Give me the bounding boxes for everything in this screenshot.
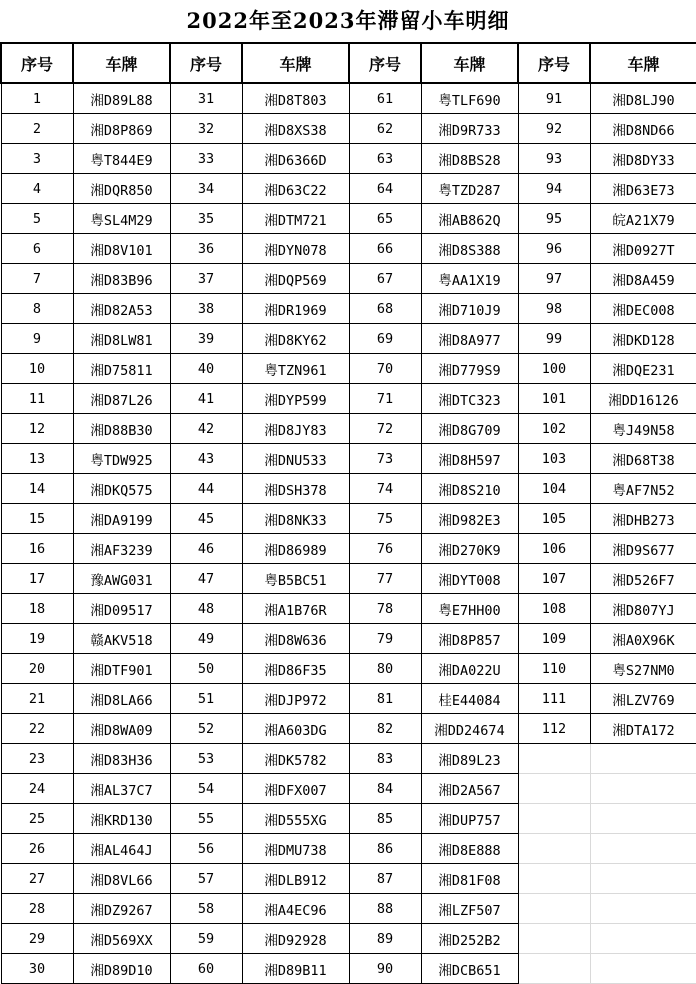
seq-cell: 87 (349, 864, 421, 894)
seq-cell: 31 (170, 83, 242, 114)
table-row (1, 444, 696, 474)
table-row (1, 234, 696, 264)
plate-cell: 湘DYT008 (421, 564, 518, 594)
empty-cell (518, 744, 590, 774)
plate-cell: 湘D8BS28 (421, 144, 518, 174)
seq-cell: 60 (170, 954, 242, 984)
empty-cell (590, 864, 696, 894)
seq-cell: 26 (1, 834, 73, 864)
plate-cell: 湘D569XX (73, 924, 170, 954)
seq-cell: 44 (170, 474, 242, 504)
plate-cell: 湘LZF507 (421, 894, 518, 924)
plate-cell: 湘D8LJ90 (590, 83, 696, 114)
seq-cell: 97 (518, 264, 590, 294)
plate-cell: 粤TLF690 (421, 83, 518, 114)
seq-cell: 77 (349, 564, 421, 594)
empty-cell (518, 894, 590, 924)
plate-cell: 湘DKD128 (590, 324, 696, 354)
col-header-plate: 车牌 (73, 43, 170, 83)
seq-cell: 68 (349, 294, 421, 324)
empty-cell (590, 834, 696, 864)
plate-cell: 湘D81F08 (421, 864, 518, 894)
seq-cell: 109 (518, 624, 590, 654)
empty-cell (590, 744, 696, 774)
plate-cell: 湘D87L26 (73, 384, 170, 414)
plate-cell: 粤TZD287 (421, 174, 518, 204)
plate-cell: 湘DR1969 (242, 294, 349, 324)
seq-cell: 95 (518, 204, 590, 234)
seq-cell: 94 (518, 174, 590, 204)
col-header-plate: 车牌 (242, 43, 349, 83)
plate-cell: 豫AWG031 (73, 564, 170, 594)
empty-cell (590, 954, 696, 984)
plate-cell: 湘DTM721 (242, 204, 349, 234)
seq-cell: 49 (170, 624, 242, 654)
plate-cell: 桂E44084 (421, 684, 518, 714)
seq-cell: 11 (1, 384, 73, 414)
col-header-seq: 序号 (518, 43, 590, 83)
plate-cell: 粤E7HH00 (421, 594, 518, 624)
plate-cell: 湘DNU533 (242, 444, 349, 474)
seq-cell: 16 (1, 534, 73, 564)
plate-cell: 湘D779S9 (421, 354, 518, 384)
table-row (1, 864, 696, 894)
plate-cell: 湘AL464J (73, 834, 170, 864)
seq-cell: 96 (518, 234, 590, 264)
table-row (1, 384, 696, 414)
seq-cell: 72 (349, 414, 421, 444)
col-header-plate: 车牌 (590, 43, 696, 83)
empty-cell (590, 804, 696, 834)
table-row (1, 624, 696, 654)
empty-cell (518, 864, 590, 894)
plate-cell: 湘D8S210 (421, 474, 518, 504)
plate-cell: 湘A4EC96 (242, 894, 349, 924)
plate-cell: 湘D09517 (73, 594, 170, 624)
seq-cell: 40 (170, 354, 242, 384)
plate-cell: 湘DCB651 (421, 954, 518, 984)
plate-cell: 粤B5BC51 (242, 564, 349, 594)
table-row (1, 504, 696, 534)
plate-cell: 湘D63E73 (590, 174, 696, 204)
table-row (1, 564, 696, 594)
plate-cell: 湘D8LW81 (73, 324, 170, 354)
seq-cell: 74 (349, 474, 421, 504)
plate-cell: 湘D8G709 (421, 414, 518, 444)
seq-cell: 112 (518, 714, 590, 744)
plate-cell: 皖A21X79 (590, 204, 696, 234)
seq-cell: 101 (518, 384, 590, 414)
seq-cell: 1 (1, 83, 73, 114)
plate-cell: 湘D92928 (242, 924, 349, 954)
plate-cell: 湘DTC323 (421, 384, 518, 414)
seq-cell: 28 (1, 894, 73, 924)
table-row (1, 414, 696, 444)
seq-cell: 55 (170, 804, 242, 834)
plate-cell: 湘DQR850 (73, 174, 170, 204)
seq-cell: 14 (1, 474, 73, 504)
seq-cell: 24 (1, 774, 73, 804)
sheet-title: 2022年至2023年滞留小车明细 (186, 8, 510, 33)
table-row (1, 114, 696, 144)
plate-cell: 湘DLB912 (242, 864, 349, 894)
col-header-seq: 序号 (170, 43, 242, 83)
plate-cell: 湘DYP599 (242, 384, 349, 414)
plate-cell: 湘D8WA09 (73, 714, 170, 744)
seq-cell: 73 (349, 444, 421, 474)
plate-cell: 湘D63C22 (242, 174, 349, 204)
plate-cell: 湘DQE231 (590, 354, 696, 384)
table-row (1, 894, 696, 924)
plate-cell: 湘DA9199 (73, 504, 170, 534)
seq-cell: 83 (349, 744, 421, 774)
plate-cell: 湘D252B2 (421, 924, 518, 954)
seq-cell: 27 (1, 864, 73, 894)
seq-cell: 104 (518, 474, 590, 504)
empty-cell (518, 924, 590, 954)
vehicle-table (0, 42, 696, 984)
table-row (1, 804, 696, 834)
col-header-seq: 序号 (1, 43, 73, 83)
plate-cell: 赣AKV518 (73, 624, 170, 654)
seq-cell: 110 (518, 654, 590, 684)
seq-cell: 30 (1, 954, 73, 984)
plate-cell: 湘DTF901 (73, 654, 170, 684)
plate-cell: 湘D8VL66 (73, 864, 170, 894)
seq-cell: 45 (170, 504, 242, 534)
plate-cell: 湘D89L88 (73, 83, 170, 114)
plate-cell: 湘DFX007 (242, 774, 349, 804)
plate-cell: 湘D83H36 (73, 744, 170, 774)
plate-cell: 湘D8XS38 (242, 114, 349, 144)
plate-cell: 湘AB862Q (421, 204, 518, 234)
seq-cell: 70 (349, 354, 421, 384)
plate-cell: 湘D8A977 (421, 324, 518, 354)
table-row (1, 144, 696, 174)
seq-cell: 61 (349, 83, 421, 114)
empty-cell (518, 954, 590, 984)
seq-cell: 5 (1, 204, 73, 234)
plate-cell: 湘A0X96K (590, 624, 696, 654)
plate-cell: 湘D8DY33 (590, 144, 696, 174)
seq-cell: 38 (170, 294, 242, 324)
seq-cell: 23 (1, 744, 73, 774)
plate-cell: 湘D9S677 (590, 534, 696, 564)
seq-cell: 107 (518, 564, 590, 594)
plate-cell: 粤S27NM0 (590, 654, 696, 684)
table-row (1, 324, 696, 354)
seq-cell: 82 (349, 714, 421, 744)
seq-cell: 85 (349, 804, 421, 834)
plate-cell: 湘D8JY83 (242, 414, 349, 444)
plate-cell: 粤J49N58 (590, 414, 696, 444)
seq-cell: 7 (1, 264, 73, 294)
plate-cell: 湘D0927T (590, 234, 696, 264)
plate-cell: 湘DJP972 (242, 684, 349, 714)
seq-cell: 46 (170, 534, 242, 564)
seq-cell: 75 (349, 504, 421, 534)
seq-cell: 58 (170, 894, 242, 924)
table-row (1, 294, 696, 324)
plate-cell: 湘D8E888 (421, 834, 518, 864)
plate-cell: 湘KRD130 (73, 804, 170, 834)
plate-cell: 湘D89L23 (421, 744, 518, 774)
plate-cell: 湘DKQ575 (73, 474, 170, 504)
empty-cell (518, 774, 590, 804)
plate-cell: 湘D75811 (73, 354, 170, 384)
seq-cell: 51 (170, 684, 242, 714)
plate-cell: 湘D8S388 (421, 234, 518, 264)
table-row (1, 264, 696, 294)
plate-cell: 湘DHB273 (590, 504, 696, 534)
empty-cell (590, 924, 696, 954)
seq-cell: 84 (349, 774, 421, 804)
plate-cell: 湘D89D10 (73, 954, 170, 984)
seq-cell: 88 (349, 894, 421, 924)
plate-cell: 湘D68T38 (590, 444, 696, 474)
seq-cell: 20 (1, 654, 73, 684)
plate-cell: 湘DZ9267 (73, 894, 170, 924)
table-row (1, 534, 696, 564)
plate-cell: 湘D270K9 (421, 534, 518, 564)
seq-cell: 52 (170, 714, 242, 744)
seq-cell: 106 (518, 534, 590, 564)
plate-cell: 湘D2A567 (421, 774, 518, 804)
plate-cell: 湘D9R733 (421, 114, 518, 144)
seq-cell: 36 (170, 234, 242, 264)
plate-cell: 湘DK5782 (242, 744, 349, 774)
plate-cell: 湘D8NK33 (242, 504, 349, 534)
empty-cell (518, 834, 590, 864)
seq-cell: 71 (349, 384, 421, 414)
seq-cell: 43 (170, 444, 242, 474)
seq-cell: 22 (1, 714, 73, 744)
seq-cell: 33 (170, 144, 242, 174)
plate-cell: 粤TZN961 (242, 354, 349, 384)
table-row (1, 474, 696, 504)
seq-cell: 4 (1, 174, 73, 204)
table-row (1, 354, 696, 384)
seq-cell: 47 (170, 564, 242, 594)
seq-cell: 25 (1, 804, 73, 834)
seq-cell: 98 (518, 294, 590, 324)
seq-cell: 102 (518, 414, 590, 444)
plate-cell: 湘DEC008 (590, 294, 696, 324)
seq-cell: 29 (1, 924, 73, 954)
table-row (1, 714, 696, 744)
seq-cell: 64 (349, 174, 421, 204)
seq-cell: 17 (1, 564, 73, 594)
plate-cell: 湘D710J9 (421, 294, 518, 324)
seq-cell: 9 (1, 324, 73, 354)
seq-cell: 12 (1, 414, 73, 444)
plate-cell: 湘D8LA66 (73, 684, 170, 714)
seq-cell: 39 (170, 324, 242, 354)
plate-cell: 湘D82A53 (73, 294, 170, 324)
plate-cell: 湘A1B76R (242, 594, 349, 624)
header-row (1, 43, 696, 83)
plate-cell: 湘D807YJ (590, 594, 696, 624)
seq-cell: 57 (170, 864, 242, 894)
seq-cell: 41 (170, 384, 242, 414)
plate-cell: 湘D89B11 (242, 954, 349, 984)
seq-cell: 81 (349, 684, 421, 714)
empty-cell (590, 774, 696, 804)
seq-cell: 65 (349, 204, 421, 234)
col-header-seq: 序号 (349, 43, 421, 83)
table-row (1, 954, 696, 984)
seq-cell: 21 (1, 684, 73, 714)
plate-cell: 湘D8A459 (590, 264, 696, 294)
plate-cell: 湘AL37C7 (73, 774, 170, 804)
seq-cell: 111 (518, 684, 590, 714)
seq-cell: 48 (170, 594, 242, 624)
plate-cell: 湘D8H597 (421, 444, 518, 474)
plate-cell: 湘D6366D (242, 144, 349, 174)
plate-cell: 湘DD24674 (421, 714, 518, 744)
seq-cell: 56 (170, 834, 242, 864)
seq-cell: 54 (170, 774, 242, 804)
plate-cell: 湘D8V101 (73, 234, 170, 264)
seq-cell: 103 (518, 444, 590, 474)
plate-cell: 湘D526F7 (590, 564, 696, 594)
plate-cell: 湘AF3239 (73, 534, 170, 564)
table-row (1, 834, 696, 864)
seq-cell: 35 (170, 204, 242, 234)
plate-cell: 湘D86989 (242, 534, 349, 564)
seq-cell: 8 (1, 294, 73, 324)
seq-cell: 18 (1, 594, 73, 624)
seq-cell: 100 (518, 354, 590, 384)
seq-cell: 99 (518, 324, 590, 354)
table-row (1, 774, 696, 804)
plate-cell: 湘D8ND66 (590, 114, 696, 144)
seq-cell: 89 (349, 924, 421, 954)
table-row (1, 654, 696, 684)
plate-cell: 湘D88B30 (73, 414, 170, 444)
plate-cell: 粤AF7N52 (590, 474, 696, 504)
seq-cell: 32 (170, 114, 242, 144)
seq-cell: 90 (349, 954, 421, 984)
seq-cell: 69 (349, 324, 421, 354)
seq-cell: 76 (349, 534, 421, 564)
seq-cell: 86 (349, 834, 421, 864)
plate-cell: 湘D8P857 (421, 624, 518, 654)
seq-cell: 37 (170, 264, 242, 294)
seq-cell: 15 (1, 504, 73, 534)
plate-cell: 湘DYN078 (242, 234, 349, 264)
table-row (1, 174, 696, 204)
seq-cell: 50 (170, 654, 242, 684)
plate-cell: 湘DA022U (421, 654, 518, 684)
table-row (1, 924, 696, 954)
plate-cell: 湘D86F35 (242, 654, 349, 684)
seq-cell: 67 (349, 264, 421, 294)
empty-cell (590, 894, 696, 924)
seq-cell: 66 (349, 234, 421, 264)
seq-cell: 80 (349, 654, 421, 684)
seq-cell: 19 (1, 624, 73, 654)
seq-cell: 2 (1, 114, 73, 144)
plate-cell: 粤T844E9 (73, 144, 170, 174)
seq-cell: 63 (349, 144, 421, 174)
plate-cell: 湘D8P869 (73, 114, 170, 144)
plate-cell: 粤TDW925 (73, 444, 170, 474)
plate-cell: 湘DD16126 (590, 384, 696, 414)
seq-cell: 10 (1, 354, 73, 384)
plate-cell: 湘A603DG (242, 714, 349, 744)
plate-cell: 湘D8T803 (242, 83, 349, 114)
seq-cell: 78 (349, 594, 421, 624)
table-row (1, 204, 696, 234)
plate-cell: 湘DSH378 (242, 474, 349, 504)
plate-cell: 湘DTA172 (590, 714, 696, 744)
plate-cell: 湘D83B96 (73, 264, 170, 294)
seq-cell: 108 (518, 594, 590, 624)
seq-cell: 62 (349, 114, 421, 144)
table-row (1, 594, 696, 624)
plate-cell: 粤SL4M29 (73, 204, 170, 234)
plate-cell: 湘LZV769 (590, 684, 696, 714)
table-body (1, 83, 696, 984)
plate-cell: 湘D8W636 (242, 624, 349, 654)
seq-cell: 93 (518, 144, 590, 174)
seq-cell: 42 (170, 414, 242, 444)
table-row (1, 744, 696, 774)
table-row (1, 83, 696, 114)
seq-cell: 53 (170, 744, 242, 774)
seq-cell: 79 (349, 624, 421, 654)
seq-cell: 34 (170, 174, 242, 204)
seq-cell: 92 (518, 114, 590, 144)
plate-cell: 湘DUP757 (421, 804, 518, 834)
seq-cell: 13 (1, 444, 73, 474)
seq-cell: 6 (1, 234, 73, 264)
table-row (1, 684, 696, 714)
seq-cell: 3 (1, 144, 73, 174)
plate-cell: 湘DMU738 (242, 834, 349, 864)
seq-cell: 105 (518, 504, 590, 534)
plate-cell: 湘D555XG (242, 804, 349, 834)
plate-cell: 湘DQP569 (242, 264, 349, 294)
col-header-plate: 车牌 (421, 43, 518, 83)
plate-cell: 粤AA1X19 (421, 264, 518, 294)
plate-cell: 湘D8KY62 (242, 324, 349, 354)
empty-cell (518, 804, 590, 834)
seq-cell: 91 (518, 83, 590, 114)
seq-cell: 59 (170, 924, 242, 954)
plate-cell: 湘D982E3 (421, 504, 518, 534)
